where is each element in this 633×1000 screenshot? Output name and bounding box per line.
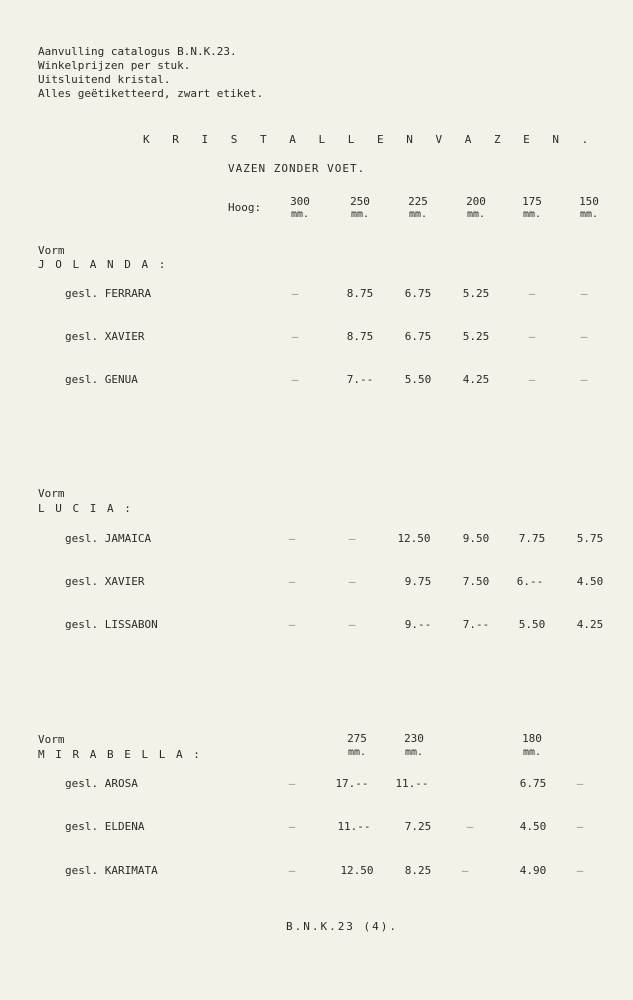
row-label: gesl. LISSABON — [65, 618, 158, 631]
height-value: 250 — [350, 195, 370, 208]
section-title-mirabella: M I R A B E L L A : — [38, 748, 202, 761]
height-unit: mm. — [350, 209, 370, 220]
price-cell: — — [580, 330, 588, 343]
price-cell: 9.50 — [462, 532, 490, 545]
price-cell: 12.50 — [340, 864, 374, 877]
height-value: 275 — [347, 732, 367, 745]
header-line-1: Aanvulling catalogus B.N.K.23. — [38, 45, 237, 58]
price-cell: 5.75 — [576, 532, 604, 545]
height-unit: mm. — [579, 209, 599, 220]
price-cell: 7.-- — [346, 373, 374, 386]
price-cell: — — [291, 287, 299, 300]
price-cell: 4.90 — [519, 864, 547, 877]
price-cell: 11.-- — [337, 820, 371, 833]
price-cell: 7.25 — [404, 820, 432, 833]
price-cell: — — [291, 373, 299, 386]
row-label: gesl. XAVIER — [65, 575, 145, 588]
price-cell: — — [348, 532, 356, 545]
price-cell: 9.-- — [404, 618, 432, 631]
price-cell: — — [288, 864, 296, 877]
subtitle: VAZEN ZONDER VOET. — [228, 162, 366, 175]
price-cell: 5.25 — [462, 330, 490, 343]
header-line-3: Uitsluitend kristal. — [38, 73, 171, 86]
price-cell: — — [288, 532, 296, 545]
price-cell: — — [288, 618, 296, 631]
height-value: 180 — [522, 732, 542, 745]
height-unit: mm. — [404, 747, 424, 758]
height-value: 230 — [404, 732, 424, 745]
price-cell: 8.75 — [346, 287, 374, 300]
price-cell: — — [528, 373, 536, 386]
price-cell: — — [291, 330, 299, 343]
height-value: 200 — [466, 195, 486, 208]
vorm-label: Vorm — [38, 733, 65, 746]
price-cell: 11.-- — [395, 777, 429, 790]
price-cell: 4.25 — [576, 618, 604, 631]
height-unit: mm. — [522, 747, 542, 758]
price-cell: — — [288, 820, 296, 833]
section-title-lucia: L U C I A : — [38, 502, 133, 515]
price-cell: 6.75 — [519, 777, 547, 790]
row-label: gesl. JAMAICA — [65, 532, 152, 545]
row-label: gesl. ELDENA — [65, 820, 145, 833]
price-cell: — — [348, 618, 356, 631]
page-title: K R I S T A L L E N V A Z E N . — [143, 133, 597, 146]
section-title-jolanda: J O L A N D A : — [38, 258, 168, 271]
price-cell: — — [528, 287, 536, 300]
height-unit: mm. — [522, 209, 542, 220]
price-cell: — — [528, 330, 536, 343]
price-cell: — — [288, 777, 296, 790]
header-line-2: Winkelprijzen per stuk. — [38, 59, 191, 72]
height-value: 300 — [290, 195, 310, 208]
price-cell: — — [288, 575, 296, 588]
price-cell: 4.50 — [576, 575, 604, 588]
price-cell: 17.-- — [335, 777, 369, 790]
height-unit: mm. — [347, 747, 367, 758]
price-cell: 6.75 — [404, 330, 432, 343]
page-footer: B.N.K.23 (4). — [285, 920, 399, 933]
height-value: 225 — [408, 195, 428, 208]
price-cell: 6.75 — [404, 287, 432, 300]
price-cell: 6.-- — [516, 575, 544, 588]
price-cell: 7.50 — [462, 575, 490, 588]
price-cell: 8.75 — [346, 330, 374, 343]
height-value: 150 — [579, 195, 599, 208]
height-value: 175 — [522, 195, 542, 208]
vorm-label: Vorm — [38, 244, 65, 257]
height-unit: mm. — [290, 209, 310, 220]
price-cell: 8.25 — [404, 864, 432, 877]
price-cell: — — [580, 287, 588, 300]
price-cell: 12.50 — [397, 532, 431, 545]
row-label: gesl. XAVIER — [65, 330, 145, 343]
price-cell: — — [576, 864, 584, 877]
height-label: Hoog: — [228, 201, 262, 214]
price-cell: — — [461, 864, 469, 877]
row-label: gesl. KARIMATA — [65, 864, 158, 877]
price-cell: 9.75 — [404, 575, 432, 588]
price-cell: 4.50 — [519, 820, 547, 833]
row-label: gesl. FERRARA — [65, 287, 152, 300]
header-line-4: Alles geëtiketteerd, zwart etiket. — [38, 87, 264, 100]
row-label: gesl. AROSA — [65, 777, 138, 790]
price-cell: — — [576, 820, 584, 833]
price-cell: 4.25 — [462, 373, 490, 386]
height-unit: mm. — [466, 209, 486, 220]
price-cell: 5.50 — [404, 373, 432, 386]
price-cell: — — [466, 820, 474, 833]
price-cell: 5.25 — [462, 287, 490, 300]
height-unit: mm. — [408, 209, 428, 220]
price-cell: — — [576, 777, 584, 790]
price-cell: 7.-- — [462, 618, 490, 631]
row-label: gesl. GENUA — [65, 373, 138, 386]
price-cell: 7.75 — [518, 532, 546, 545]
price-cell: 5.50 — [518, 618, 546, 631]
vorm-label: Vorm — [38, 487, 65, 500]
price-cell: — — [348, 575, 356, 588]
price-cell: — — [580, 373, 588, 386]
